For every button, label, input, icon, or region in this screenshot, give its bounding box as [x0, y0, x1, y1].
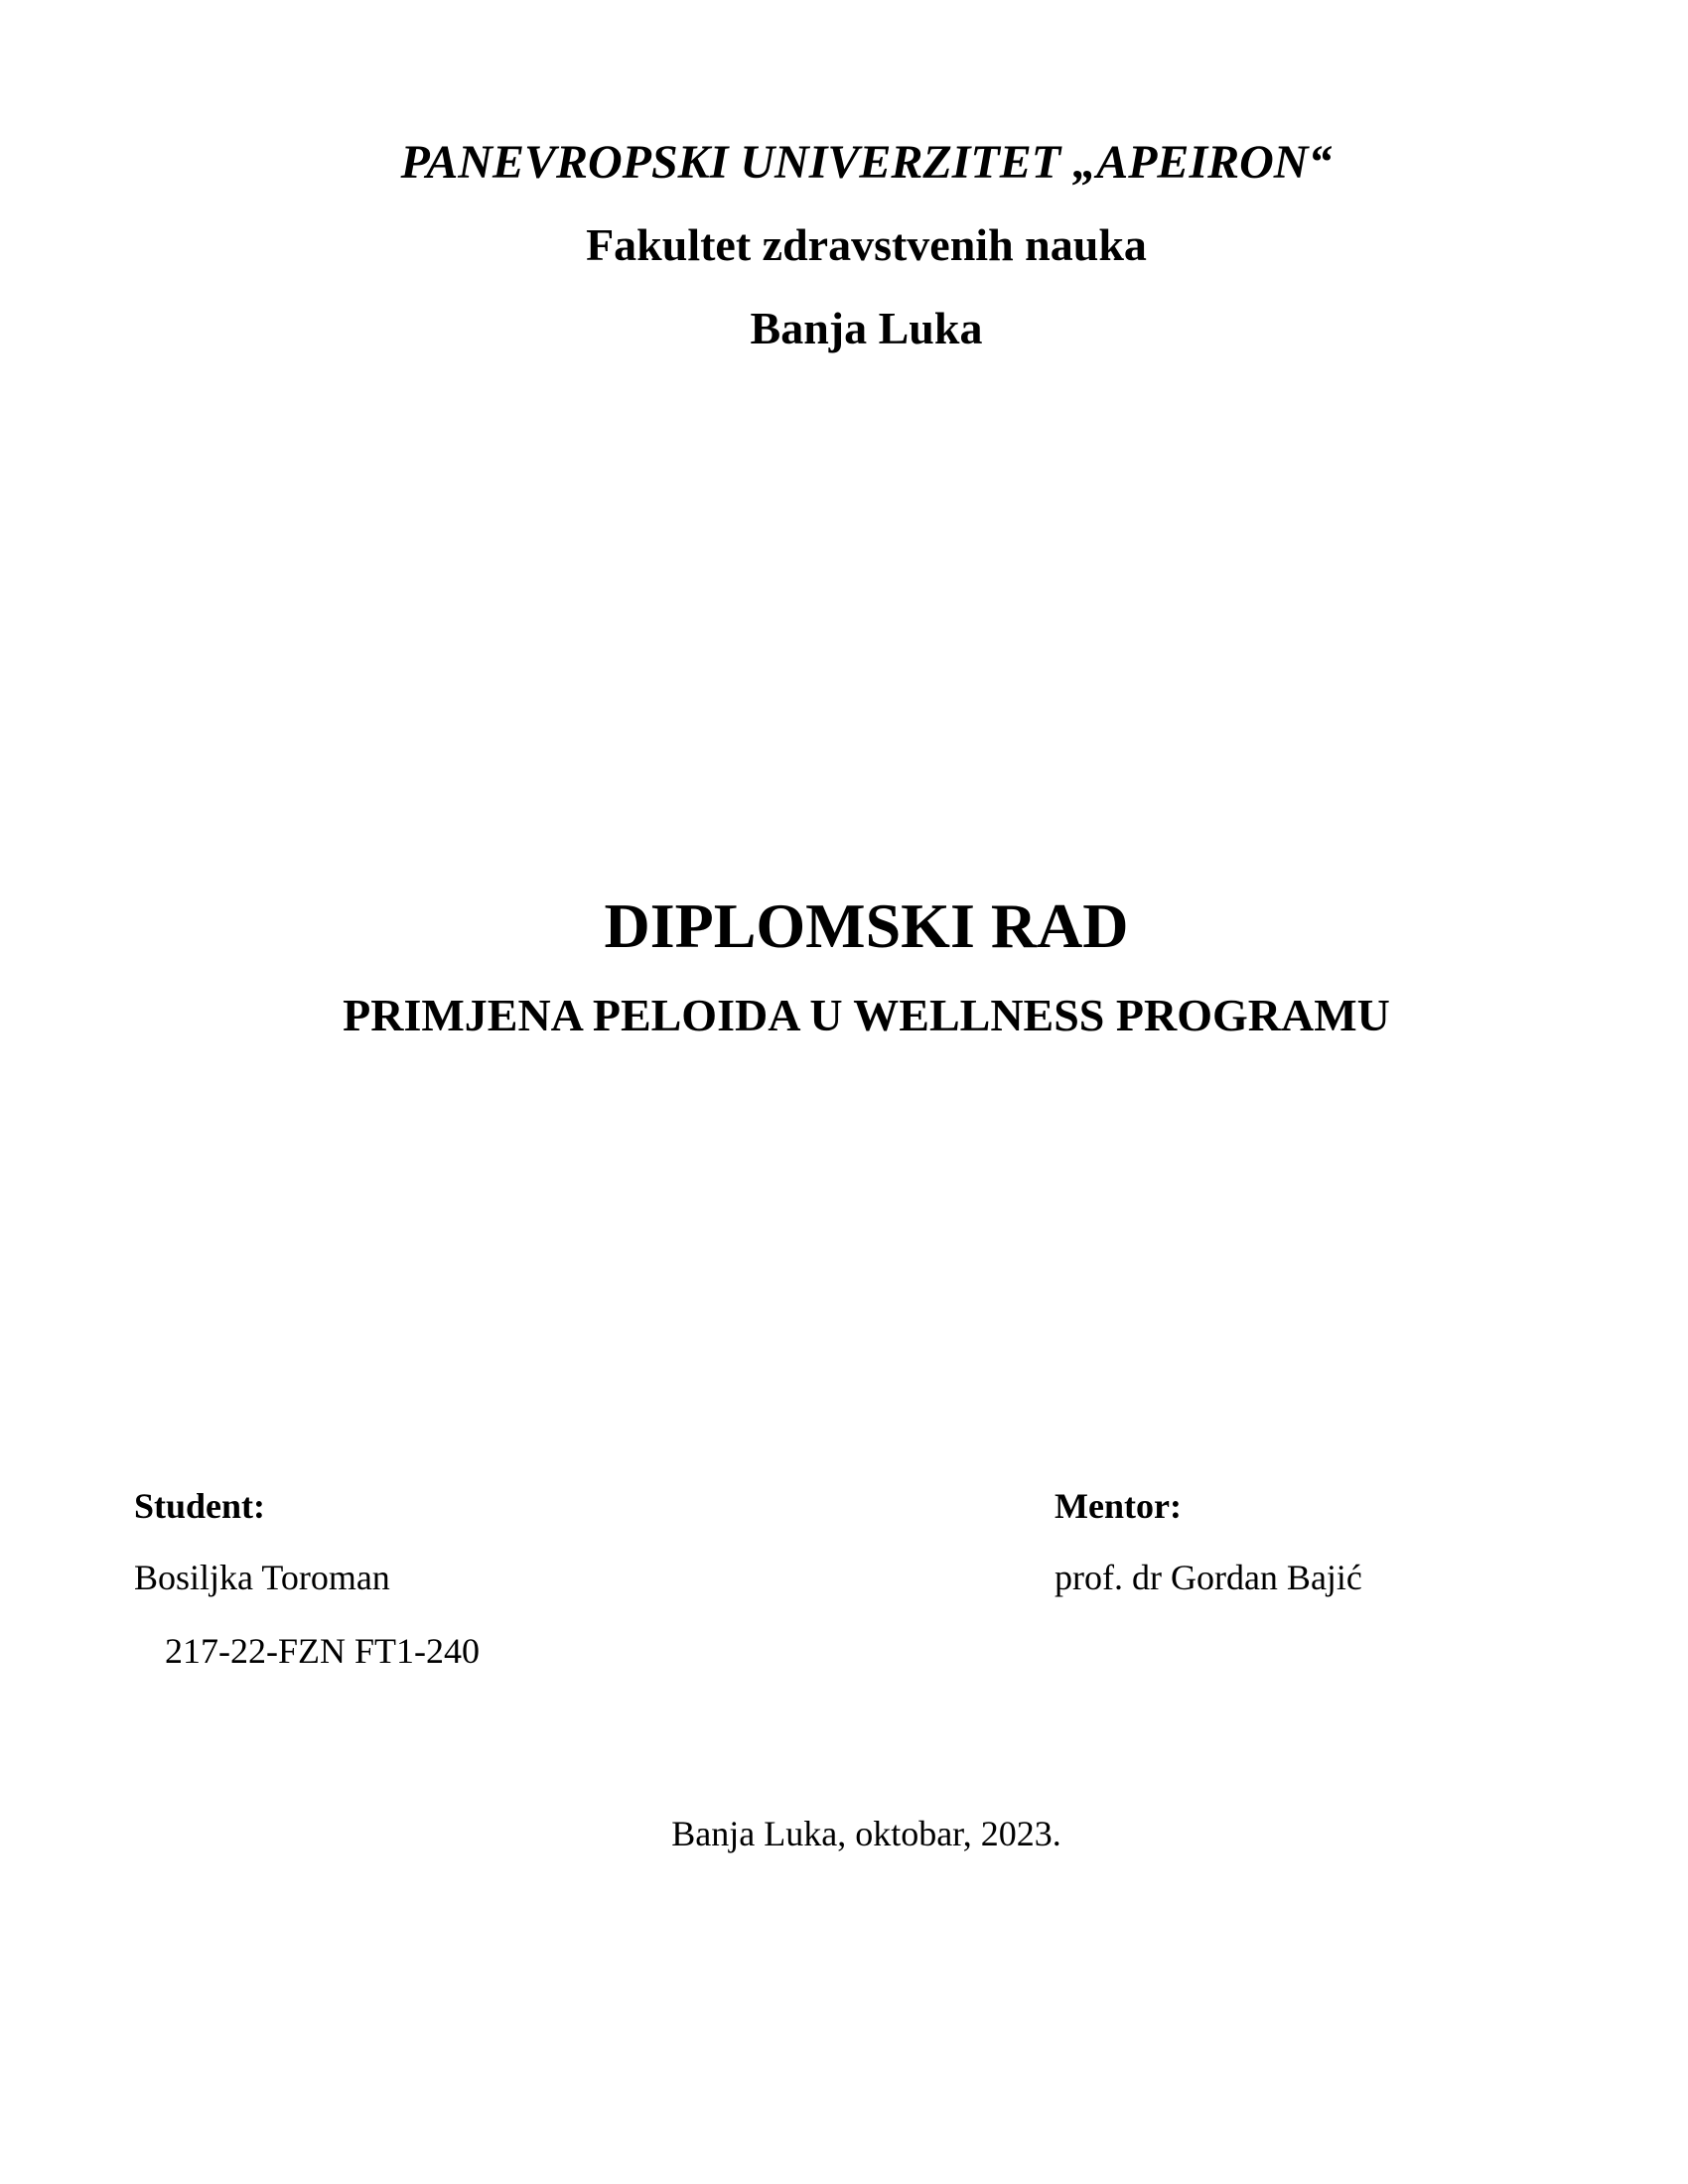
- university-name: PANEVROPSKI UNIVERZITET „APEIRON“: [400, 136, 1333, 189]
- student-label: Student:: [134, 1486, 266, 1526]
- mentor-label: Mentor:: [1055, 1486, 1182, 1526]
- thesis-type: DIPLOMSKI RAD: [604, 890, 1129, 961]
- faculty-name: Fakultet zdravstvenih nauka: [586, 219, 1147, 270]
- student-id: 217-22-FZN FT1-240: [165, 1631, 480, 1671]
- place-and-date: Banja Luka, oktobar, 2023.: [671, 1814, 1061, 1853]
- student-name: Bosiljka Toroman: [134, 1558, 390, 1597]
- thesis-title: PRIMJENA PELOIDA U WELLNESS PROGRAMU: [343, 990, 1390, 1040]
- header-city: Banja Luka: [750, 303, 983, 353]
- mentor-name: prof. dr Gordan Bajić: [1055, 1558, 1362, 1597]
